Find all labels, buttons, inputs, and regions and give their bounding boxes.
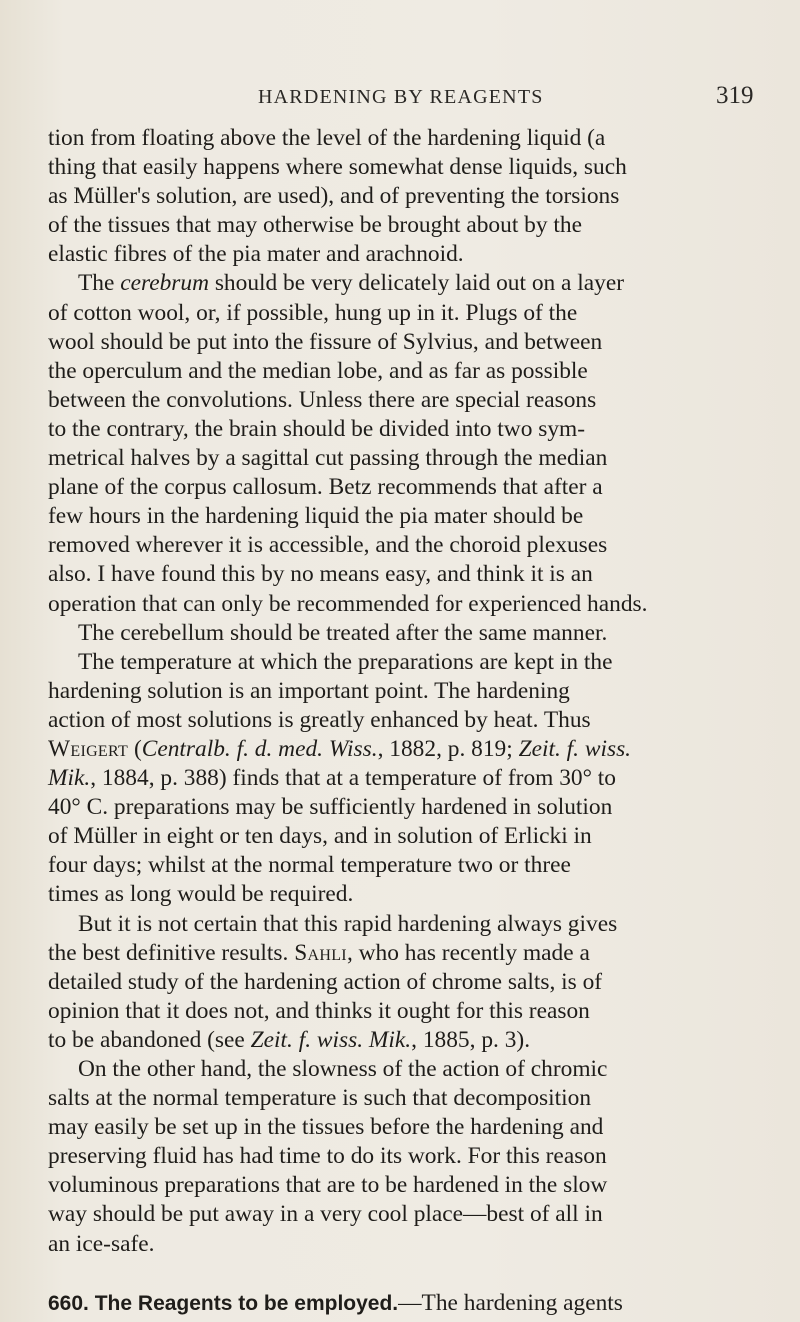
text-line: times as long would be required. bbox=[48, 881, 354, 908]
text-line: The temperature at which the preparations are kept in the bbox=[78, 648, 613, 675]
body-text bbox=[48, 124, 774, 1318]
journal-citation: Mik. bbox=[48, 765, 91, 792]
text-line: wool should be put into the fissure of Sylvius, and between bbox=[48, 328, 603, 355]
text-line bbox=[48, 1026, 774, 1055]
text-line: thing that easily happens where somewhat dense liquids, such bbox=[48, 154, 627, 181]
page-number: 319 bbox=[716, 82, 754, 109]
text-run: The bbox=[78, 270, 121, 297]
text-line: plane of the corpus callosum. Betz recommends that after a bbox=[48, 474, 603, 501]
italic-term: cerebrum bbox=[120, 270, 209, 297]
text-line: detailed study of the hardening action of chrome salts, is of bbox=[48, 968, 603, 995]
text-line: metrical halves by a sagittal cut passing through the median bbox=[48, 445, 608, 472]
text-line: of cotton wool, or, if possible, hung up in it. Plugs of the bbox=[48, 299, 578, 326]
running-head bbox=[0, 80, 800, 120]
text-line: tion from floating above the level of the hardening liquid (a bbox=[48, 125, 606, 151]
section-title: The Reagents to be employed. bbox=[94, 1291, 399, 1315]
text-line: way should be put away in a very cool place—best of all in bbox=[48, 1201, 603, 1228]
text-line: may easily be set up in the tissues before the hardening and bbox=[48, 1114, 604, 1141]
text-line: as Müller's solution, are used), and of preventing the torsions bbox=[48, 183, 620, 210]
text-line: of Müller in eight or ten days, and in solution of Erlicki in bbox=[48, 823, 592, 850]
text-line: an ice-safe. bbox=[48, 1230, 155, 1257]
text-line bbox=[48, 735, 774, 764]
text-line: preserving fluid has had time to do its work. For this reason bbox=[48, 1143, 607, 1170]
author-name: Sahli bbox=[294, 939, 347, 966]
text-line: four days; whilst at the normal temperature two or three bbox=[48, 852, 571, 879]
text-run: , 1884, p. 388) finds that at a temperature of from 30° to bbox=[90, 765, 616, 792]
text-line: voluminous preparations that are to be hardened in the slow bbox=[48, 1172, 608, 1199]
text-line: elastic fibres of the pia mater and arachnoid. bbox=[48, 241, 464, 268]
text-run: , 1882, p. 819; bbox=[377, 735, 519, 762]
text-line: salts at the normal temperature is such that decomposition bbox=[48, 1085, 592, 1112]
text-line: of the tissues that may otherwise be brought about by the bbox=[48, 212, 582, 239]
journal-citation: Centralb. f. d. med. Wiss. bbox=[141, 735, 378, 762]
text-line: removed wherever it is accessible, and the choroid plexuses bbox=[48, 532, 608, 559]
text-line bbox=[48, 939, 774, 968]
text-run: should be very delicately laid out on a layer bbox=[208, 270, 625, 297]
journal-citation: Zeit. f. wiss. bbox=[518, 735, 632, 762]
section-heading bbox=[48, 1289, 774, 1318]
text-line: hardening solution is an important point. The hardening bbox=[48, 677, 570, 704]
text-line: also. I have found this by no means easy, and think it is an bbox=[48, 561, 593, 588]
section-number: 660. bbox=[48, 1291, 89, 1315]
text-line: action of most solutions is greatly enhanced by heat. Thus bbox=[48, 706, 591, 733]
text-line bbox=[48, 764, 774, 793]
text-line: The cerebellum should be treated after the same manner. bbox=[78, 619, 608, 646]
text-line: 40° C. preparations may be sufficiently hardened in solution bbox=[48, 794, 613, 821]
author-name: Weigert bbox=[48, 735, 129, 762]
text-run: , 1885, p. 3). bbox=[411, 1026, 531, 1053]
text-line: operation that can only be recommended for experienced hands. bbox=[48, 590, 648, 617]
text-line: to the contrary, the brain should be divided into two sym- bbox=[48, 415, 586, 442]
section-text: —The hardening agents bbox=[398, 1289, 623, 1316]
text-line: But it is not certain that this rapid hardening always gives bbox=[78, 910, 618, 937]
text-run: the best definitive results. bbox=[48, 939, 295, 966]
text-line: between the convolutions. Unless there are special reasons bbox=[48, 386, 597, 413]
text-run: , who has recently made a bbox=[346, 939, 590, 966]
journal-citation: Zeit. f. wiss. Mik. bbox=[250, 1026, 412, 1053]
running-title: HARDENING BY REAGENTS bbox=[258, 86, 544, 108]
text-line: opinion that it does not, and thinks it ought for this reason bbox=[48, 997, 590, 1024]
text-run: ( bbox=[128, 735, 142, 762]
text-line: the operculum and the median lobe, and as far as possible bbox=[48, 357, 588, 384]
text-line: few hours in the hardening liquid the pia mater should be bbox=[48, 503, 584, 530]
text-line: On the other hand, the slowness of the action of chromic bbox=[78, 1056, 608, 1082]
text-line bbox=[48, 269, 774, 298]
text-run: to be abandoned (see bbox=[48, 1026, 251, 1053]
